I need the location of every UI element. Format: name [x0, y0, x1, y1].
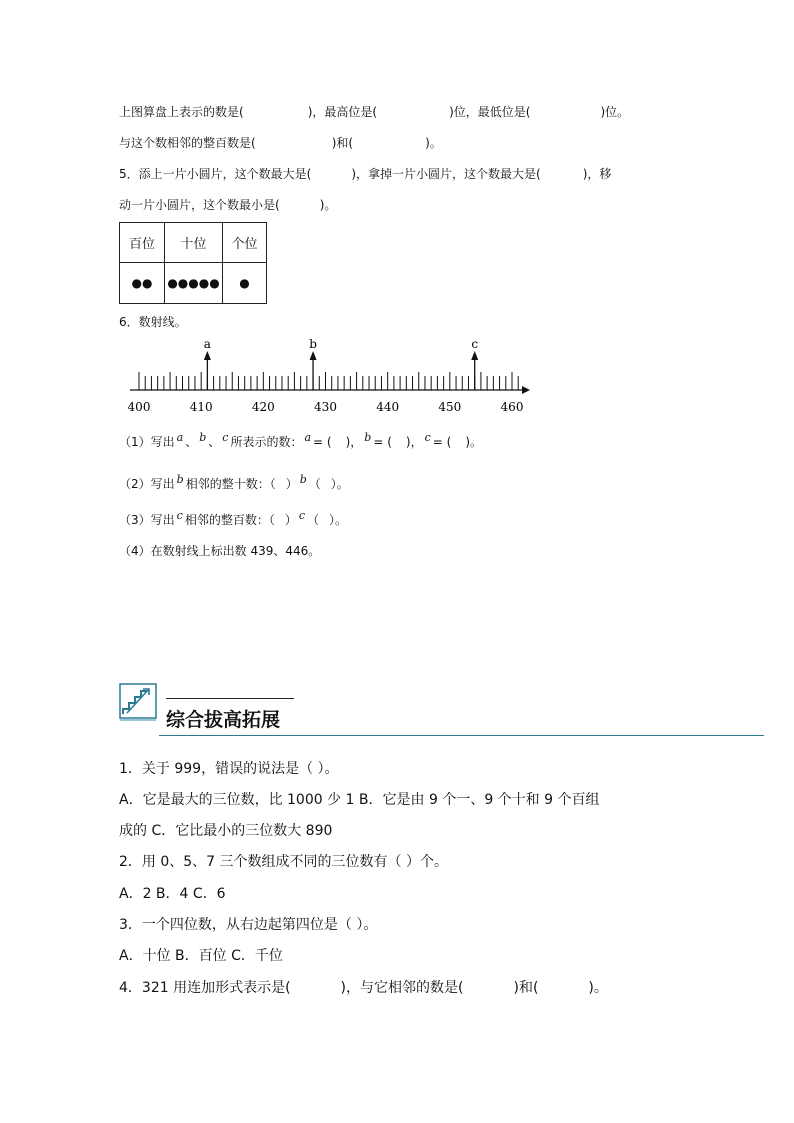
- stairs-icon: [119, 683, 159, 721]
- q5-line-2: 动一片小圆片，这个数最小是( )。: [119, 198, 337, 212]
- tick-label: 420: [251, 400, 275, 414]
- q6-title: 6．数射线。: [119, 315, 187, 329]
- tick-label: 460: [500, 400, 524, 414]
- section-underline: [159, 735, 764, 736]
- section-header: [119, 683, 764, 739]
- dots-hundreds: ●●: [120, 263, 165, 304]
- q6-sub3: （3）写出 c 相邻的整百数：（ ） c （ ）。: [119, 509, 348, 527]
- header-hundreds: 百位: [120, 223, 165, 263]
- ext-q1-options-2: 成的 C．它比最小的三位数大 890: [119, 823, 333, 839]
- number-line: [120, 336, 540, 418]
- ext-q2-options: A．2 B．4 C．6: [119, 886, 226, 902]
- marker-c-label: c: [471, 337, 479, 351]
- tick-label: 410: [189, 400, 213, 414]
- dots-ones: ●: [223, 263, 267, 304]
- marker-b-arrow: [310, 351, 317, 360]
- header-tens: 十位: [165, 223, 223, 263]
- place-value-table: [119, 222, 267, 304]
- section-title-overline: [166, 698, 294, 699]
- q6-sub4: （4）在数射线上标出数 439、446。: [119, 544, 321, 558]
- marker-b-label: b: [309, 337, 317, 351]
- marker-a-label: a: [203, 337, 211, 351]
- abacus-question-line-2: 与这个数相邻的整百数是( )和( )。: [119, 136, 442, 150]
- dots-tens: ●●●●●: [165, 263, 223, 304]
- header-ones: 个位: [223, 223, 267, 263]
- marker-a-arrow: [204, 351, 211, 360]
- section-title: 综合拔高拓展: [166, 709, 281, 731]
- q6-sub1: （1）写出 a 、 b 、 c 所表示的数： a = ( )， b = ( )， c = ( )。: [119, 431, 482, 449]
- q6-sub2: （2）写出 b 相邻的整十数：（ ） b （ ）。: [119, 473, 349, 491]
- tick-label: 440: [376, 400, 400, 414]
- tick-label: 450: [438, 400, 462, 414]
- number-line-arrowhead: [522, 386, 530, 394]
- number-line-ticks: [139, 372, 518, 390]
- q5-line-1: 5．添上一片小圆片，这个数最大是( )，拿掉一片小圆片，这个数最大是( )，移: [119, 167, 612, 181]
- ext-q1-options-1: A．它是最大的三位数，比 1000 少 1 B．它是由 9 个一、9 个十和 9 个百组: [119, 792, 600, 808]
- ext-q1: 1．关于 999，错误的说法是（ ）。: [119, 761, 339, 777]
- abacus-question-line-1: 上图算盘上表示的数是( )，最高位是( )位，最低位是( )位。: [119, 105, 630, 119]
- tick-label: 400: [127, 400, 151, 414]
- ext-q3: 3．一个四位数，从右边起第四位是（ ）。: [119, 917, 378, 933]
- ext-q4: 4．321 用连加形式表示是( )，与它相邻的数是( )和( )。: [119, 980, 608, 996]
- ext-q3-options: A．十位 B．百位 C．千位: [119, 948, 283, 964]
- marker-c-arrow: [471, 351, 478, 360]
- tick-label: 430: [314, 400, 337, 414]
- number-line-labels: [128, 400, 524, 414]
- ext-q2: 2．用 0、5、7 三个数组成不同的三位数有（ ）个。: [119, 854, 448, 870]
